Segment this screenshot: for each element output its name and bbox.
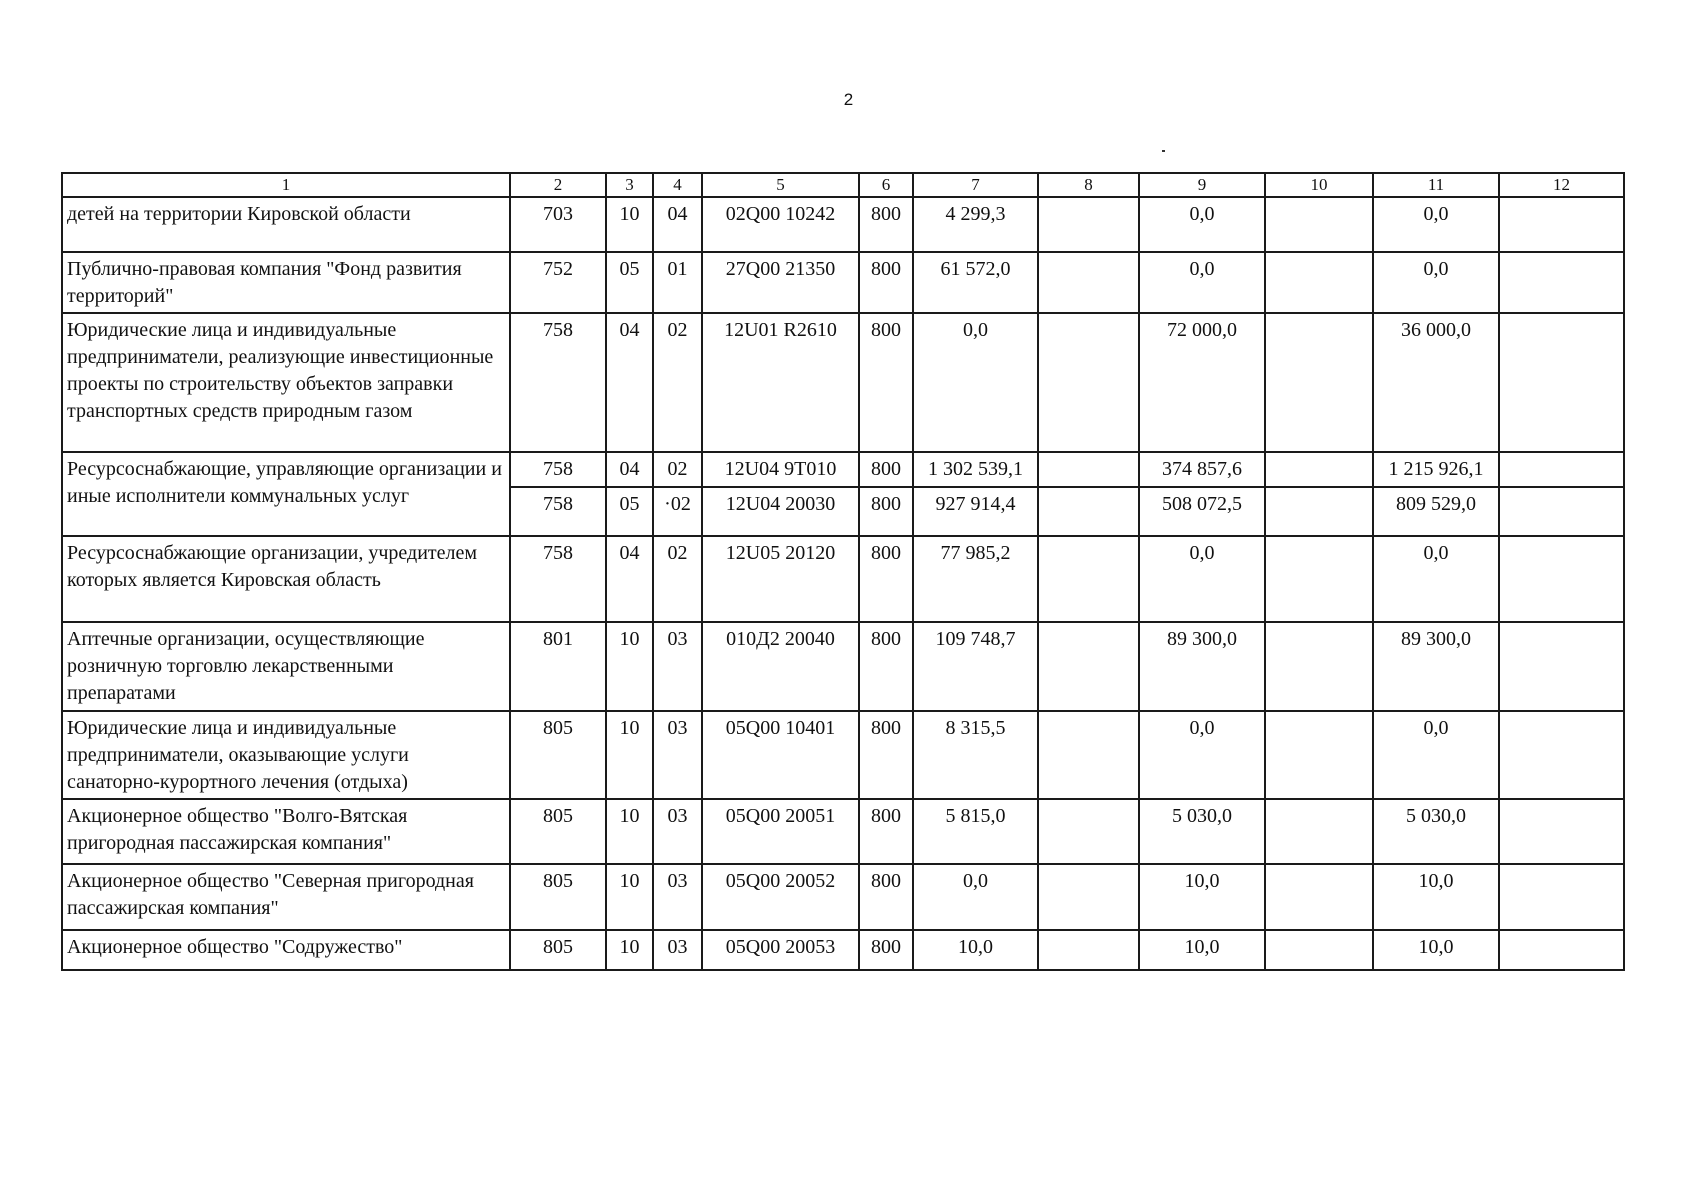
amount-col11: 10,0 [1373, 930, 1499, 970]
amount-col11: 10,0 [1373, 864, 1499, 930]
amount-col8 [1038, 930, 1139, 970]
amount-col8 [1038, 313, 1139, 452]
amount-col9: 10,0 [1139, 930, 1265, 970]
amount-col11: 0,0 [1373, 711, 1499, 799]
amount-col12 [1499, 799, 1624, 864]
ministry-code: 801 [510, 622, 606, 711]
ministry-code: 703 [510, 197, 606, 252]
amount-col7: 109 748,7 [913, 622, 1038, 711]
amount-col9: 89 300,0 [1139, 622, 1265, 711]
amount-col7: 10,0 [913, 930, 1038, 970]
subsection-code: 02 [653, 536, 702, 622]
subsection-code: 04 [653, 197, 702, 252]
ministry-code: 805 [510, 930, 606, 970]
amount-col9: 0,0 [1139, 197, 1265, 252]
subsection-code: 03 [653, 622, 702, 711]
amount-col12 [1499, 313, 1624, 452]
amount-col11: 0,0 [1373, 197, 1499, 252]
section-code: 05 [606, 487, 653, 536]
column-number: 11 [1373, 173, 1499, 197]
target-article-code: 12U04 9T010 [702, 452, 859, 487]
table-row [62, 622, 1624, 711]
recipient-name: Юридические лица и индивидуальные предприниматели, реализующие инвестиционные проекты по строительству объектов заправки транспортных средств природным газом [62, 313, 510, 452]
table-row [62, 711, 1624, 799]
recipient-name: Публично-правовая компания "Фонд развития территорий" [62, 252, 510, 313]
expense-type-code: 800 [859, 487, 913, 536]
subsection-code: ·02 [653, 487, 702, 536]
amount-col10 [1265, 799, 1373, 864]
subsection-code: 01 [653, 252, 702, 313]
column-number: 3 [606, 173, 653, 197]
amount-col11: 5 030,0 [1373, 799, 1499, 864]
table-row [62, 536, 1624, 622]
column-number: 1 [62, 173, 510, 197]
amount-col10 [1265, 197, 1373, 252]
amount-col10 [1265, 536, 1373, 622]
amount-col10 [1265, 711, 1373, 799]
recipient-name: Акционерное общество "Северная пригородная пассажирская компания" [62, 864, 510, 930]
section-code: 04 [606, 313, 653, 452]
amount-col8 [1038, 622, 1139, 711]
recipient-name: Акционерное общество "Волго-Вятская пригородная пассажирская компания" [62, 799, 510, 864]
table-row [62, 930, 1624, 970]
column-number: 8 [1038, 173, 1139, 197]
expense-type-code: 800 [859, 930, 913, 970]
subsection-code: 02 [653, 452, 702, 487]
section-code: 10 [606, 864, 653, 930]
amount-col11: 1 215 926,1 [1373, 452, 1499, 487]
subsection-code: 03 [653, 930, 702, 970]
amount-col9: 0,0 [1139, 252, 1265, 313]
column-number: 2 [510, 173, 606, 197]
section-code: 04 [606, 452, 653, 487]
expense-type-code: 800 [859, 622, 913, 711]
amount-col12 [1499, 930, 1624, 970]
table-row [62, 313, 1624, 452]
amount-col10 [1265, 930, 1373, 970]
amount-col9: 0,0 [1139, 711, 1265, 799]
ministry-code: 752 [510, 252, 606, 313]
amount-col8 [1038, 864, 1139, 930]
amount-col7: 77 985,2 [913, 536, 1038, 622]
subsection-code: 03 [653, 711, 702, 799]
expense-type-code: 800 [859, 536, 913, 622]
amount-col8 [1038, 711, 1139, 799]
table-row [62, 864, 1624, 930]
target-article-code: 12U04 20030 [702, 487, 859, 536]
target-article-code: 12U05 20120 [702, 536, 859, 622]
amount-col12 [1499, 864, 1624, 930]
expense-type-code: 800 [859, 313, 913, 452]
amount-col8 [1038, 536, 1139, 622]
section-code: 10 [606, 799, 653, 864]
expense-type-code: 800 [859, 711, 913, 799]
section-code: 10 [606, 930, 653, 970]
amount-col12 [1499, 197, 1624, 252]
amount-col7: 0,0 [913, 864, 1038, 930]
expense-type-code: 800 [859, 452, 913, 487]
subsection-code: 02 [653, 313, 702, 452]
recipient-name: Ресурсоснабжающие организации, учредителем которых является Кировская область [62, 536, 510, 622]
table-row [62, 452, 1624, 487]
expense-type-code: 800 [859, 864, 913, 930]
ministry-code: 805 [510, 864, 606, 930]
amount-col7: 0,0 [913, 313, 1038, 452]
scan-speck [1162, 150, 1165, 152]
amount-col9: 72 000,0 [1139, 313, 1265, 452]
expense-type-code: 800 [859, 252, 913, 313]
table-row [62, 197, 1624, 252]
section-code: 04 [606, 536, 653, 622]
amount-col7: 1 302 539,1 [913, 452, 1038, 487]
amount-col10 [1265, 452, 1373, 487]
column-number: 12 [1499, 173, 1624, 197]
recipient-name: Ресурсоснабжающие, управляющие организации и иные исполнители коммунальных услуг [62, 452, 510, 536]
amount-col8 [1038, 252, 1139, 313]
amount-col7: 5 815,0 [913, 799, 1038, 864]
amount-col10 [1265, 252, 1373, 313]
ministry-code: 805 [510, 799, 606, 864]
ministry-code: 758 [510, 536, 606, 622]
target-article-code: 27Q00 21350 [702, 252, 859, 313]
amount-col9: 0,0 [1139, 536, 1265, 622]
amount-col8 [1038, 799, 1139, 864]
amount-col11: 89 300,0 [1373, 622, 1499, 711]
amount-col9: 10,0 [1139, 864, 1265, 930]
recipient-name: Аптечные организации, осуществляющие розничную торговлю лекарственными препаратами [62, 622, 510, 711]
ministry-code: 805 [510, 711, 606, 799]
amount-col8 [1038, 197, 1139, 252]
amount-col10 [1265, 313, 1373, 452]
amount-col11: 0,0 [1373, 252, 1499, 313]
amount-col12 [1499, 711, 1624, 799]
column-number: 6 [859, 173, 913, 197]
amount-col9: 5 030,0 [1139, 799, 1265, 864]
amount-col9: 374 857,6 [1139, 452, 1265, 487]
target-article-code: 02Q00 10242 [702, 197, 859, 252]
column-number-header [62, 173, 1624, 197]
subsection-code: 03 [653, 799, 702, 864]
budget-table [61, 172, 1625, 971]
section-code: 10 [606, 711, 653, 799]
section-code: 10 [606, 197, 653, 252]
amount-col7: 61 572,0 [913, 252, 1038, 313]
amount-col8 [1038, 452, 1139, 487]
target-article-code: 05Q00 10401 [702, 711, 859, 799]
amount-col11: 0,0 [1373, 536, 1499, 622]
amount-col12 [1499, 536, 1624, 622]
amount-col10 [1265, 622, 1373, 711]
target-article-code: 05Q00 20052 [702, 864, 859, 930]
recipient-name: Акционерное общество "Содружество" [62, 930, 510, 970]
target-article-code: 010Д2 20040 [702, 622, 859, 711]
section-code: 10 [606, 622, 653, 711]
target-article-code: 05Q00 20053 [702, 930, 859, 970]
expense-type-code: 800 [859, 197, 913, 252]
amount-col10 [1265, 864, 1373, 930]
amount-col12 [1499, 452, 1624, 487]
column-number: 5 [702, 173, 859, 197]
amount-col11: 36 000,0 [1373, 313, 1499, 452]
ministry-code: 758 [510, 452, 606, 487]
ministry-code: 758 [510, 487, 606, 536]
amount-col7: 8 315,5 [913, 711, 1038, 799]
amount-col12 [1499, 252, 1624, 313]
amount-col8 [1038, 487, 1139, 536]
amount-col11: 809 529,0 [1373, 487, 1499, 536]
expense-type-code: 800 [859, 799, 913, 864]
ministry-code: 758 [510, 313, 606, 452]
column-number: 7 [913, 173, 1038, 197]
column-number: 4 [653, 173, 702, 197]
column-number: 9 [1139, 173, 1265, 197]
amount-col7: 4 299,3 [913, 197, 1038, 252]
section-code: 05 [606, 252, 653, 313]
amount-col12 [1499, 622, 1624, 711]
target-article-code: 12U01 R2610 [702, 313, 859, 452]
page-number: 2 [843, 90, 854, 109]
table-row [62, 799, 1624, 864]
target-article-code: 05Q00 20051 [702, 799, 859, 864]
table-row [62, 252, 1624, 313]
amount-col12 [1499, 487, 1624, 536]
subsection-code: 03 [653, 864, 702, 930]
amount-col7: 927 914,4 [913, 487, 1038, 536]
amount-col9: 508 072,5 [1139, 487, 1265, 536]
recipient-name: Юридические лица и индивидуальные предприниматели, оказывающие услуги санаторно-курортного лечения (отдыха) [62, 711, 510, 799]
amount-col10 [1265, 487, 1373, 536]
column-number: 10 [1265, 173, 1373, 197]
recipient-name: детей на территории Кировской области [62, 197, 510, 252]
